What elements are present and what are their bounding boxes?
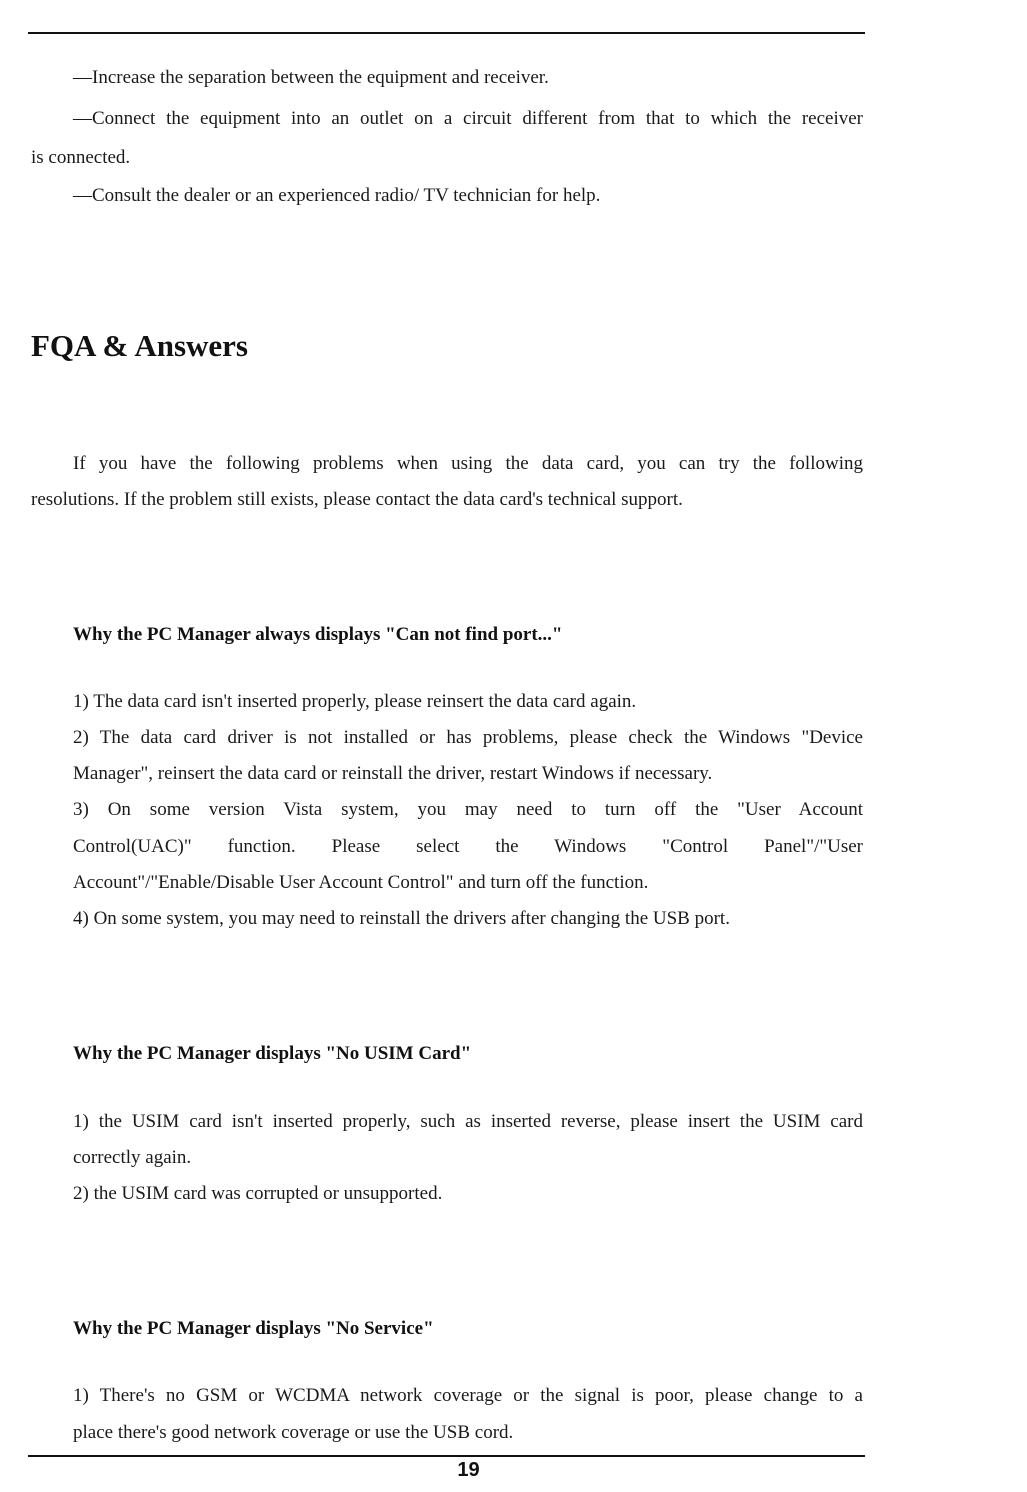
intro-paragraph: If you have the following problems when using the data card, you can try the following	[73, 453, 863, 474]
faq-answer: 4) On some system, you may need to reinstall the drivers after changing the USB port.	[73, 908, 730, 929]
fcc-tip-separation: —Increase the separation between the equipment and receiver.	[73, 67, 549, 88]
fcc-tip-consult: —Consult the dealer or an experienced radio/ TV technician for help.	[73, 185, 601, 206]
faq-answer-cont: Manager", reinsert the data card or reinstall the driver, restart Windows if necessary.	[73, 763, 713, 784]
faq-answer: 1) the USIM card isn't inserted properly, such as inserted reverse, please insert the USIM card	[73, 1111, 863, 1132]
faq-answer: 2) the USIM card was corrupted or unsupported.	[73, 1183, 443, 1204]
faq-answer: 2) The data card driver is not installed or has problems, please check the Windows "Device	[73, 727, 863, 748]
faq-answer-cont: place there's good network coverage or use the USB cord.	[73, 1422, 514, 1443]
page-number: 19	[457, 1459, 480, 1481]
faq-answer-cont: correctly again.	[73, 1147, 192, 1168]
faq-question-service: Why the PC Manager displays "No Service"	[73, 1318, 434, 1339]
faq-question-usim: Why the PC Manager displays "No USIM Card"	[73, 1043, 472, 1064]
header-rule	[28, 32, 865, 34]
footer-rule	[28, 1455, 865, 1457]
section-title: FQA & Answers	[31, 328, 248, 363]
faq-answer: 1) There's no GSM or WCDMA network coverage or the signal is poor, please change to a	[73, 1385, 863, 1406]
faq-answer-cont: Control(UAC)" function. Please select the Windows "Control Panel"/"User	[73, 836, 863, 857]
faq-answer: 3) On some version Vista system, you may need to turn off the "User Account	[73, 799, 863, 820]
fcc-tip-outlet: —Connect the equipment into an outlet on a circuit different from that to which the receiver	[73, 108, 863, 129]
faq-question-port: Why the PC Manager always displays "Can not find port..."	[73, 624, 563, 645]
fcc-tip-outlet-cont: is connected.	[31, 147, 131, 168]
intro-paragraph-cont: resolutions. If the problem still exists, please contact the data card's technical support.	[31, 489, 683, 510]
faq-answer: 1) The data card isn't inserted properly, please reinsert the data card again.	[73, 691, 637, 712]
faq-answer-cont: Account"/"Enable/Disable User Account Control" and turn off the function.	[73, 872, 649, 893]
